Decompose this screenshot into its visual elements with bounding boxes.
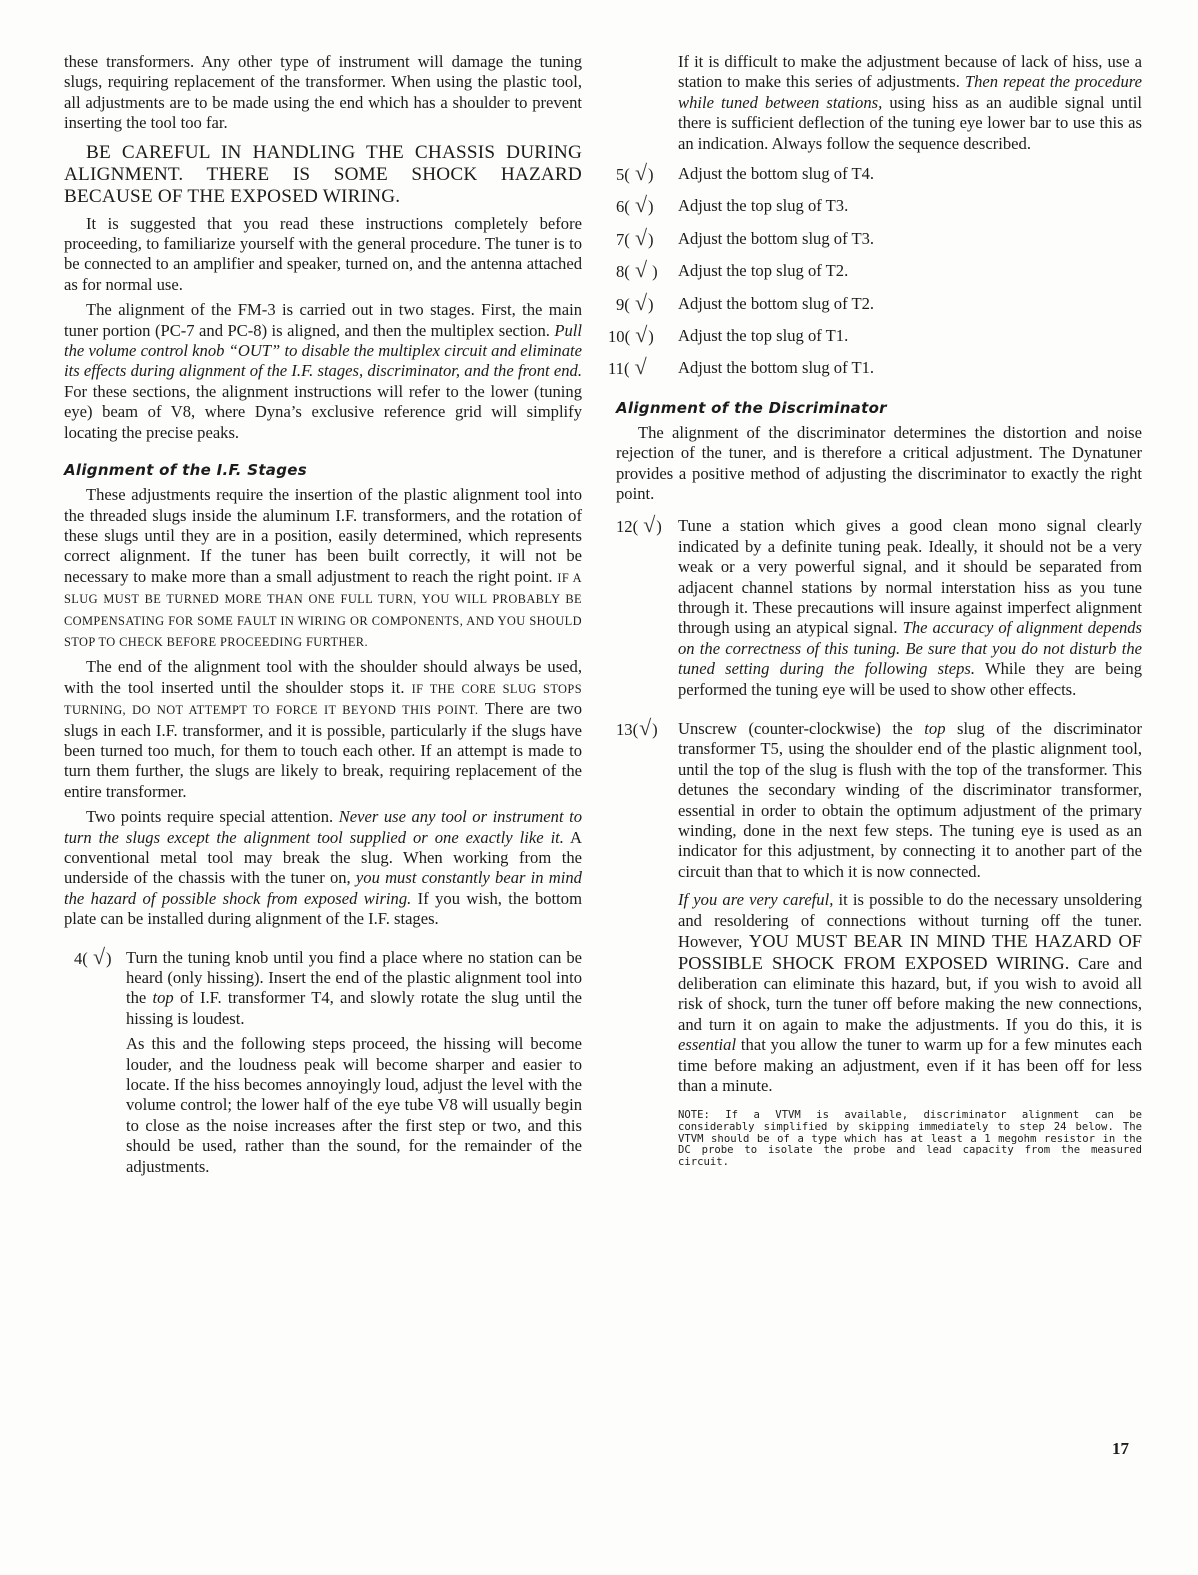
step-5: 5( √) Adjust the bottom slug of T4.: [616, 160, 875, 186]
step-4: [64, 943, 583, 1182]
step-13: 13(√) Unscrew (counter-clockwise) the top slug of the discriminator transformer T5, using the shoulder end of the plastic alignment tool, until the top of the slug is flush with the top of the transformer. This detunes the secondary winding of the discriminator transformer, essential in order to obtain the optimum adjustment of the primary winding, done in the next few steps. The tuning eye is used as an indicator for this adjustment, by connecting it to another part of the circuit than that to which it is now connected. If you are very careful, it is possible to do the necessary unsoldering and resoldering of connections without turning off the tuner. However, YOU MUST BEAR IN MIND THE HAZARD OF POSSIBLE SHOCK FROM EXPOSED WIRING. Care and deliberation can eliminate this hazard, but, if you wish to avoid all risk of shock, turn the tuner off before making the new connections, and turn it on again to make the adjustments. If you do this, it is essential that you allow the tuner to warm up for a few minutes each time before making an adjustment, even if it has been off for less than a minute. NOTE: If a VTVM is available, discriminator alignment can be considerably simplified by skipping immediately to step 24 below. The VTVM should be of a type which has at least a 1 megohm resistor in the DC probe to isolate the probe and lead capacity from the measured circuit.: [616, 715, 1142, 1168]
check-mark-icon: √: [635, 321, 648, 347]
vtvm-note: NOTE: If a VTVM is available, discriminator alignment can be considerably simplified by skipping immediately to step 24 below. The VTVM should be of a type which has at least a 1 megohm resistor in the DC probe to isolate the probe and lead capacity from the measured circuit.: [678, 1109, 1142, 1168]
check-mark-icon: √: [634, 160, 648, 186]
step-9: 9( √) Adjust the bottom slug of T2.: [616, 289, 875, 315]
paragraph-lack-of-hiss: If it is difficult to make the adjustment because of lack of hiss, use a station to make this series of adjustments. Then repeat the procedure while tuned between stations, using hiss as an audible signal until there is sufficient deflection of the tuning eye lower bar to use this as an indication. Always follow the sequence described.: [678, 52, 1142, 153]
step-4-text: Turn the tuning knob until you find a place where no station can be heard (only hissing). Insert the end of the plastic alignment tool into the top of I.F. transformer T4, and slowly rotate the slug until the hissing is loudest.: [126, 947, 583, 1028]
paragraph-if-adjustments: These adjustments require the insertion of the plastic alignment tool into the threaded slugs inside the aluminum I.F. transformers, and the rotation of these slugs until they are in a position, easily determined, which represents correct alignment. If the tuner has been built correctly, it will not be necessary to make more than a small adjustment to reach the right point. IF A SLUG MUST BE TURNED MORE THAN ONE FULL TURN, YOU WILL PROBABLY BE COMPENSATING FOR SOME FAULT IN WIRING OR COMPONENTS, AND YOU SHOULD STOP TO CHECK BEFORE PROCEEDING FURTHER.: [64, 485, 582, 649]
step-12: 12( √) Tune a station which gives a good clean mono signal clearly indicated by a definite tuning peak. Ideally, it should not be a very weak or a very powerful signal, and it should be separated from adjacent channel stations by normal interstation hiss as you tune through it. These precautions will insure against imperfect alignment through using an atypical signal. The accuracy of alignment depends on the correctness of this tuning. Be sure that you do not disturb the tuned setting during the following steps. While they are being performed the tuning eye will be used to show other effects.: [616, 512, 1142, 699]
shock-warning: BE CAREFUL IN HANDLING THE CHASSIS DURING ALIGNMENT. THERE IS SOME SHOCK HAZARD BECAUSE OF THE EXPOSED WIRING.: [64, 141, 582, 207]
step-10: 10( √) Adjust the top slug of T1.: [608, 321, 849, 347]
page-number: 17: [1112, 1439, 1129, 1458]
step-4-continued: As this and the following steps proceed, the hissing will become louder, and the loudness peak will become sharper and easier to locate. If the hiss becomes annoyingly loud, adjust the level with the volume control; the lower half of the eye tube V8 will usually begin to close as the noise increases after the first step or two, and this should be used, rather than the sound, for the remainder of the adjustments.: [126, 1034, 582, 1176]
paragraph-special-attention: Two points require special attention. Never use any tool or instrument to turn the slugs except the alignment tool supplied or one exactly like it. A conventional metal tool may break the slug. When working from the underside of the chassis with the tuner on, you must constantly bear in mind the hazard of possible shock from exposed wiring. If you wish, the bottom plate can be installed during alignment of the I.F. stages.: [64, 807, 582, 929]
check-mark-icon: √: [634, 224, 648, 250]
check-mark-icon: √: [92, 943, 106, 969]
right-column: [608, 52, 1142, 1179]
heading-discriminator: Alignment of the Discriminator: [616, 398, 887, 417]
heading-if-stages: Alignment of the I.F. Stages: [64, 461, 307, 480]
step-6: 6( √) Adjust the top slug of T3.: [616, 192, 849, 218]
check-mark-icon: √: [634, 289, 648, 315]
paragraph-intro-continued: these transformers. Any other type of instrument will damage the tuning slugs, requiring replacement of the transformer. When using the plastic tool, all adjustments are to be made using the end which has a shoulder to prevent inserting the tool too far.: [64, 52, 582, 133]
step-13-continued: If you are very careful, it is possible to do the necessary unsoldering and resoldering of connections without turning off the tuner. However, YOU MUST BEAR IN MIND THE HAZARD OF POSSIBLE SHOCK FROM EXPOSED WIRING. Care and deliberation can eliminate this hazard, but, if you wish to avoid all risk of shock, turn the tuner off before making the new connections, and turn it on again to make the adjustments. If you do this, it is essential that you allow the tuner to warm up for a few minutes each time before making an adjustment, even if it has been off for less than a minute.: [678, 890, 1142, 1095]
step-12-text: Tune a station which gives a good clean mono signal clearly indicated by a definite tuning peak. Ideally, it should not be a very weak or a very powerful signal, and it should be separated from adjacent channel stations by normal interstation hiss as you tune through it. These precautions will insure against imperfect alignment through using an atypical signal. The accuracy of alignment depends on the correctness of this tuning. Be sure that you do not disturb the tuned setting during the following steps. While they are being performed the tuning eye will be used to show other effects.: [678, 516, 1142, 699]
check-mark-icon: √: [634, 354, 647, 380]
step-list-5-11: [608, 160, 1142, 380]
check-mark-icon: √: [634, 192, 648, 218]
step-8: 8( √ ) Adjust the top slug of T2.: [616, 257, 849, 283]
paragraph-read-instructions: It is suggested that you read these instructions completely before proceeding, to familiarize yourself with the general procedure. The tuner is to be connected to an amplifier and speaker, turned on, and the antenna attached as for normal use.: [64, 213, 582, 294]
paragraph-two-stages: The alignment of the FM-3 is carried out in two stages. First, the main tuner portion (PC-7 and PC-8) is aligned, and then the multiplex section. Pull the volume control knob “OUT” to disable the multiplex circuit and eliminate its effects during alignment of the I.F. stages, discriminator, and the front end. For these sections, the alignment instructions will refer to the lower (tuning eye) beam of V8, where Dyna’s exclusive reference grid will simplify locating the precise peaks.: [64, 300, 582, 442]
paragraph-alignment-tool: The end of the alignment tool with the shoulder should always be used, with the tool inserted until the shoulder stops it. IF THE CORE SLUG STOPS TURNING, DO NOT ATTEMPT TO FORCE IT BEYOND THIS POINT. There are two slugs in each I.F. transformer, and it is possible, particularly if the slugs have been turned too much, for them to touch each other. If an attempt is made to turn them further, the slugs are likely to break, requiring replacement of the entire transformer.: [64, 657, 582, 801]
left-column: [64, 52, 582, 1188]
check-mark-icon: √: [639, 715, 652, 741]
step-13-text: Unscrew (counter-clockwise) the top slug of the discriminator transformer T5, using the shoulder end of the plastic alignment tool, until the top of the slug is flush with the top of the transformer. This detunes the secondary winding of the discriminator transformer, essential in order to obtain the optimum adjustment of the primary winding, done in the next few steps. The tuning eye is used as an indicator for this adjustment, by connecting it to another part of the circuit than that to which it is now connected.: [678, 719, 1142, 881]
step-7: 7( √) Adjust the bottom slug of T3.: [616, 224, 875, 250]
hiss-note-block: [616, 52, 1142, 154]
paragraph-discriminator: The alignment of the discriminator determines the distortion and noise rejection of the tuner, and is therefore a critical adjustment. The Dynatuner provides a positive method of adjusting the discriminator to exactly the right point.: [616, 422, 1142, 503]
step-4-number: 4( √): [74, 943, 112, 969]
check-mark-icon: √: [634, 257, 648, 283]
step-11: 11( √ Adjust the bottom slug of T1.: [608, 354, 875, 380]
check-mark-icon: √: [643, 512, 656, 538]
